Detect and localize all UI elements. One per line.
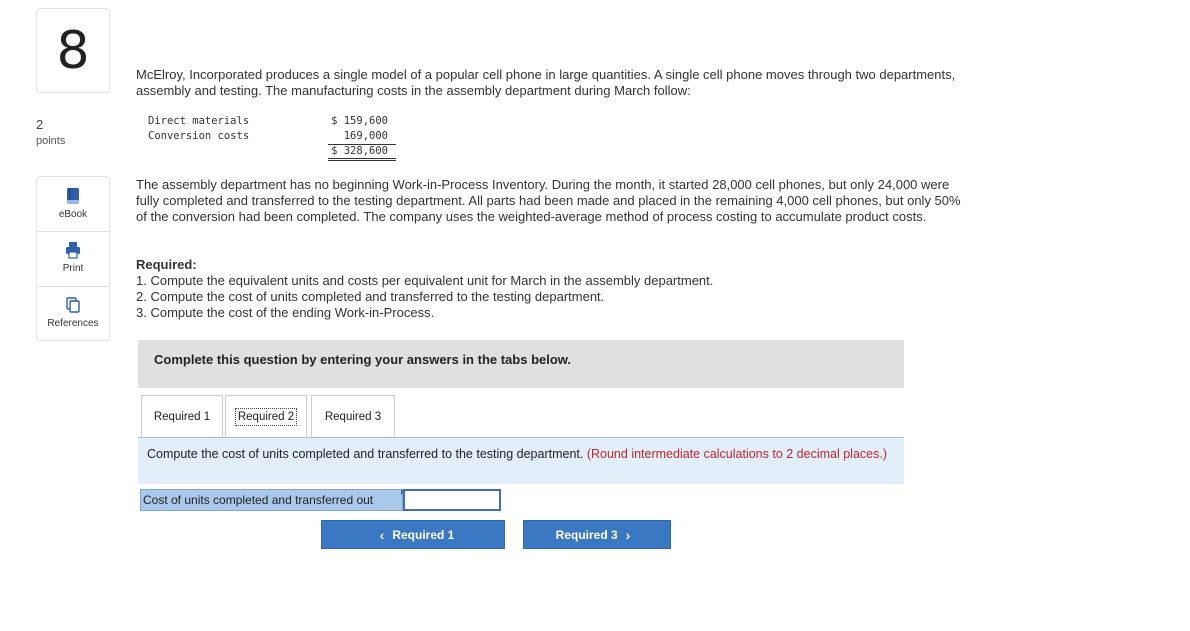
required-section	[136, 257, 966, 321]
cost-row-value: $ 159,600	[331, 115, 388, 127]
references-button[interactable]	[37, 296, 109, 329]
instructions-banner	[138, 340, 904, 388]
question-number: 8	[56, 20, 90, 81]
chevron-right-icon: ›	[625, 526, 631, 543]
cost-total-value: $ 328,600	[331, 145, 388, 157]
references-label: References	[47, 318, 99, 329]
total-double-rule	[328, 160, 396, 161]
tool-divider	[37, 286, 109, 287]
intro-text: McElroy, Incorporated produces a single model of a popular cell phone in large quantities. A single cell phone moves through two departments, assembly and testing. The manufacturing costs in the assembly department during March follow:	[136, 67, 956, 98]
ebook-icon	[65, 187, 81, 205]
next-required-button[interactable]	[523, 520, 671, 549]
points-value: 2	[36, 117, 44, 132]
scenario-text: The assembly department has no beginning Work-in-Process Inventory. During the month, it started 28,000 cell phones, but only 24,000 were fully completed and transferred to the testing department. All parts had been made and placed in the remaining 4,000 cell phones, but only 50% of the conversion had been completed. The company uses the weighted-average method of process costing to accumulate product costs.	[136, 177, 961, 224]
cost-row-label: Direct materials	[148, 115, 250, 127]
required-item: 3. Compute the cost of the ending Work-in-Process.	[136, 305, 435, 320]
print-icon	[65, 241, 81, 259]
tab-required-1[interactable]	[141, 395, 223, 438]
cost-row-label: Conversion costs	[148, 130, 250, 142]
input-focus-flag	[401, 490, 406, 495]
answer-row	[140, 489, 501, 511]
instruction-text	[147, 447, 897, 462]
tools-panel	[36, 176, 110, 341]
banner-text: Complete this question by entering your answers in the tabs below.	[154, 352, 572, 367]
instruction-panel	[138, 438, 904, 484]
chevron-left-icon: ‹	[379, 526, 385, 543]
tab-label: Required 1	[153, 411, 211, 423]
tool-divider	[37, 231, 109, 232]
points-label: points	[36, 135, 66, 147]
prev-label: Required 1	[392, 527, 455, 542]
tab-required-3[interactable]	[311, 395, 395, 438]
instruction-note: (Round intermediate calculations to 2 decimal places.)	[586, 447, 887, 461]
cost-transferred-input[interactable]	[403, 489, 501, 511]
tab-label: Required 3	[324, 411, 382, 423]
required-heading: Required:	[136, 257, 197, 272]
instruction-main: Compute the cost of units completed and transferred to the testing department.	[147, 447, 584, 461]
answer-label: Cost of units completed and transferred out	[140, 489, 403, 511]
prev-required-button[interactable]	[321, 520, 505, 549]
next-label: Required 3	[555, 527, 618, 542]
tab-required-2[interactable]	[225, 395, 307, 438]
cost-row-value: 169,000	[343, 130, 388, 142]
total-double-rule	[328, 158, 396, 159]
print-label: Print	[62, 263, 84, 274]
required-item: 1. Compute the equivalent units and costs per equivalent unit for March in the assembly department.	[136, 273, 714, 288]
ebook-button[interactable]	[37, 187, 109, 220]
print-button[interactable]	[37, 241, 109, 274]
required-item: 2. Compute the cost of units completed and transferred to the testing department.	[136, 289, 605, 304]
references-icon	[65, 296, 81, 314]
question-number-box	[36, 8, 110, 93]
tab-label: Required 2	[237, 411, 295, 423]
ebook-label: eBook	[58, 209, 88, 220]
